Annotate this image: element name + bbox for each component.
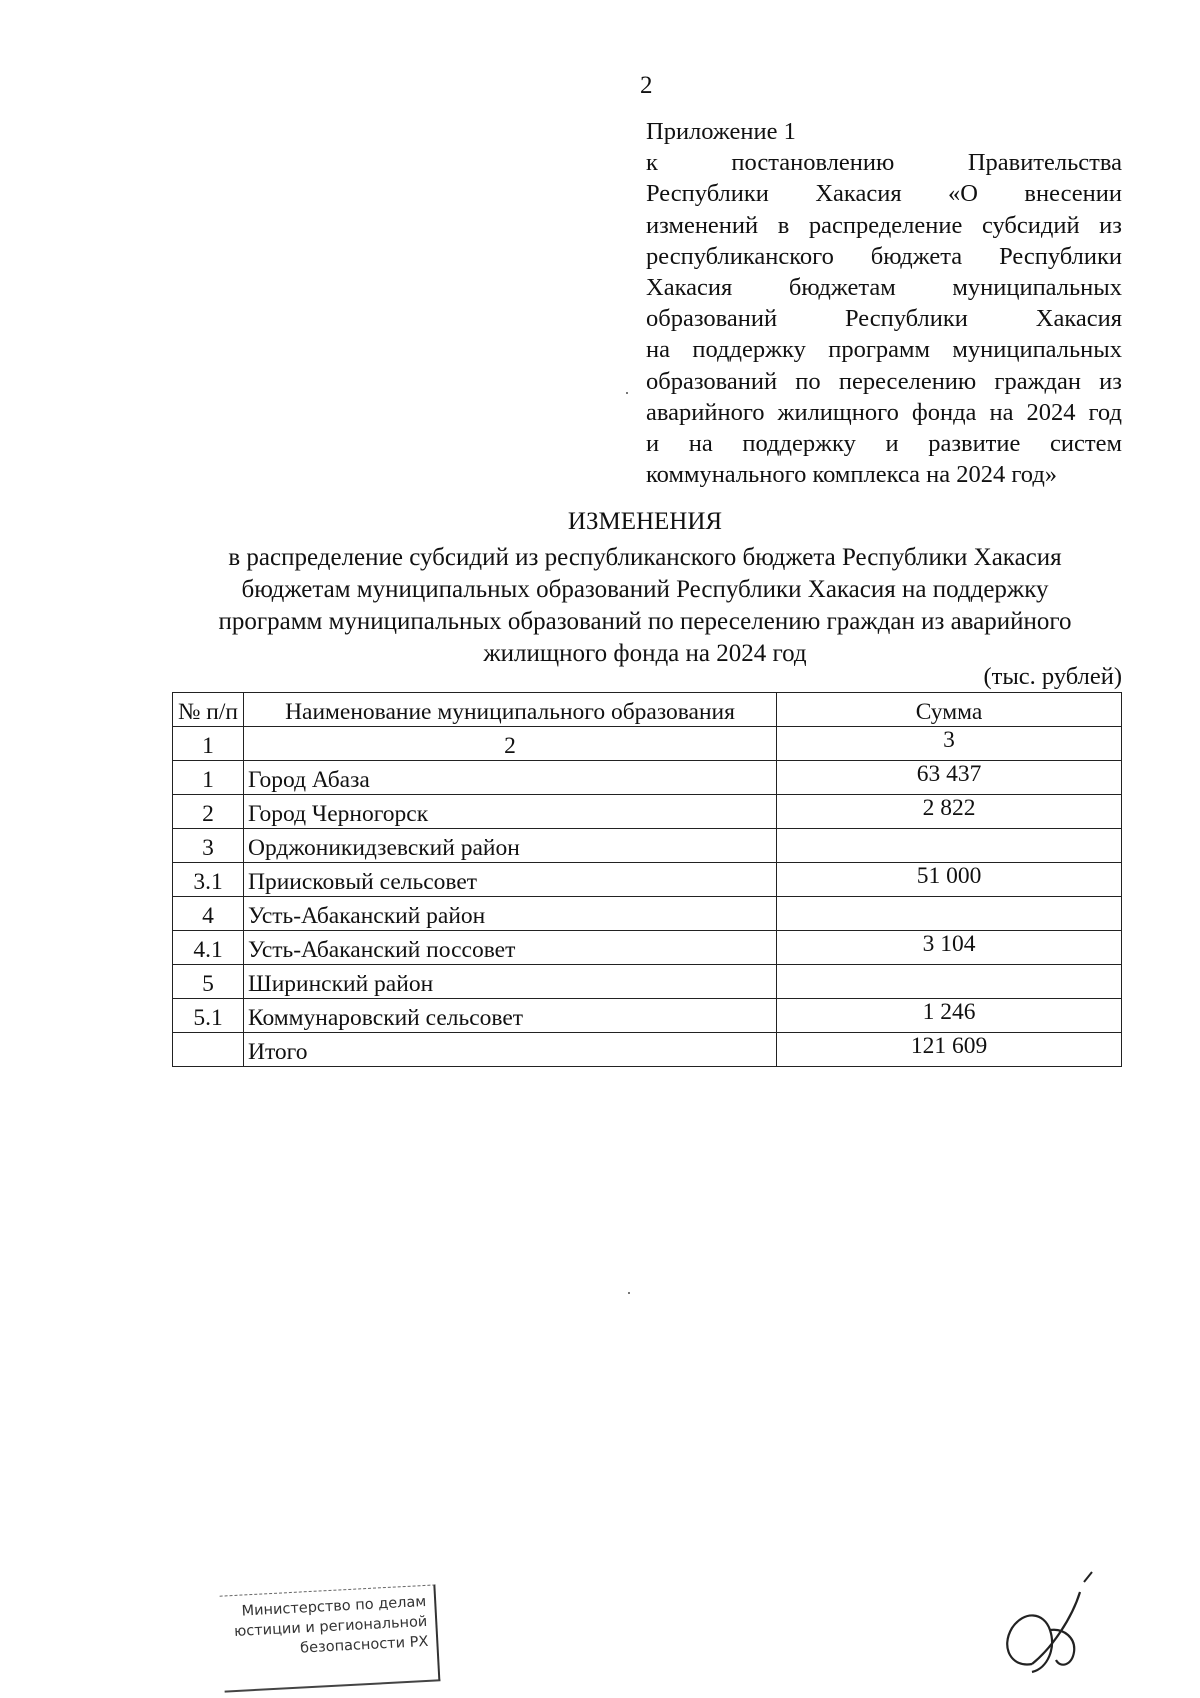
row-number: 4 bbox=[173, 897, 244, 931]
page-number: 2 bbox=[640, 72, 653, 99]
table-row bbox=[173, 863, 1122, 897]
appendix-word: из bbox=[1099, 211, 1122, 239]
appendix-line bbox=[646, 303, 1122, 334]
table-row bbox=[173, 897, 1122, 931]
scan-speck bbox=[628, 1292, 630, 1294]
row-municipality-name: Коммунаровский сельсовет bbox=[244, 999, 777, 1033]
table-row bbox=[173, 829, 1122, 863]
signature-mark bbox=[992, 1568, 1112, 1678]
row-sum bbox=[777, 965, 1122, 999]
header-sum: Сумма bbox=[777, 693, 1122, 727]
appendix-line bbox=[646, 116, 1122, 147]
heading-subtitle-line: программ муниципальных образований по переселению граждан из аварийного bbox=[218, 608, 1072, 635]
appendix-word: из bbox=[1099, 367, 1122, 395]
row-municipality-name: Итого bbox=[244, 1033, 777, 1067]
appendix-word: жилищного bbox=[777, 398, 899, 426]
appendix-word: на bbox=[989, 398, 1014, 426]
table-header-row bbox=[173, 693, 1122, 727]
appendix-word: поддержку bbox=[742, 430, 856, 458]
row-sum: 51 000 bbox=[777, 863, 1122, 897]
appendix-word: Республики bbox=[844, 305, 968, 333]
heading-subtitle bbox=[160, 542, 1130, 670]
row-number bbox=[173, 1033, 244, 1067]
appendix-word: постановлению bbox=[731, 149, 895, 177]
appendix-word: муниципальных bbox=[952, 274, 1122, 302]
heading-subtitle-line: в распределение субсидий из республиканского бюджета Республики Хакасия bbox=[228, 544, 1062, 571]
row-municipality-name: Ширинский район bbox=[244, 965, 777, 999]
row-sum: 121 609 bbox=[777, 1033, 1122, 1067]
row-municipality-name: Город Черногорск bbox=[244, 795, 777, 829]
appendix-line bbox=[646, 428, 1122, 459]
ministry-stamp bbox=[220, 1584, 441, 1692]
row-sum: 2 822 bbox=[777, 795, 1122, 829]
appendix-word: поддержку bbox=[692, 336, 806, 364]
subsidy-table bbox=[172, 692, 1122, 1067]
appendix-line bbox=[646, 459, 1122, 490]
stamp-line: юстиции и региональной bbox=[233, 1613, 428, 1640]
appendix-word: Республики bbox=[646, 180, 769, 208]
table-row bbox=[173, 931, 1122, 965]
column-number-2: 2 bbox=[244, 727, 777, 761]
appendix-word: на bbox=[688, 430, 713, 458]
table-row bbox=[173, 1033, 1122, 1067]
row-number: 3 bbox=[173, 829, 244, 863]
appendix-line bbox=[646, 397, 1122, 428]
appendix-word: переселению bbox=[838, 367, 977, 395]
table-row bbox=[173, 999, 1122, 1033]
appendix-word: внесении bbox=[1024, 180, 1122, 208]
table-column-numbers-row bbox=[173, 727, 1122, 761]
appendix-word: муниципальных bbox=[952, 336, 1122, 364]
appendix-line bbox=[646, 147, 1122, 178]
row-number: 5.1 bbox=[173, 999, 244, 1033]
heading-title: ИЗМЕНЕНИЯ bbox=[567, 508, 723, 535]
row-number: 4.1 bbox=[173, 931, 244, 965]
row-number: 2 bbox=[173, 795, 244, 829]
appendix-line bbox=[646, 366, 1122, 397]
row-number: 1 bbox=[173, 761, 244, 795]
appendix-word: Хакасия bbox=[646, 274, 733, 302]
appendix-word: и bbox=[885, 430, 899, 458]
column-number-1: 1 bbox=[173, 727, 244, 761]
appendix-word: аварийного bbox=[646, 398, 765, 426]
appendix-word: систем bbox=[1050, 430, 1122, 458]
appendix-word: субсидий bbox=[981, 211, 1080, 239]
row-number: 5 bbox=[173, 965, 244, 999]
appendix-word: «О bbox=[948, 180, 978, 208]
appendix-word: Хакасия bbox=[815, 180, 902, 208]
row-sum: 1 246 bbox=[777, 999, 1122, 1033]
appendix-word: распределение bbox=[808, 211, 963, 239]
appendix-word: программ bbox=[828, 336, 930, 364]
table-row bbox=[173, 761, 1122, 795]
table-row bbox=[173, 965, 1122, 999]
appendix-word: республиканского bbox=[646, 242, 834, 270]
row-sum: 3 104 bbox=[777, 931, 1122, 965]
appendix-word: год bbox=[1088, 398, 1122, 426]
row-municipality-name: Приисковый сельсовет bbox=[244, 863, 777, 897]
appendix-word: граждан bbox=[994, 367, 1081, 395]
row-number: 3.1 bbox=[173, 863, 244, 897]
appendix-line bbox=[646, 272, 1122, 303]
appendix-line bbox=[646, 178, 1122, 209]
units-label: (тыс. рублей) bbox=[983, 663, 1122, 690]
appendix-word: в bbox=[777, 211, 790, 239]
appendix-word: на bbox=[646, 336, 670, 364]
appendix-word: фонда bbox=[911, 398, 977, 426]
header-num: № п/п bbox=[173, 693, 244, 727]
row-municipality-name: Усть-Абаканский район bbox=[244, 897, 777, 931]
appendix-line bbox=[646, 210, 1122, 241]
appendix-line bbox=[646, 334, 1122, 365]
appendix-word: образований bbox=[646, 367, 778, 395]
appendix-word: по bbox=[795, 367, 821, 395]
heading-subtitle-line: бюджетам муниципальных образований Республики Хакасия на поддержку bbox=[241, 576, 1049, 603]
heading-subtitle-line: жилищного фонда на 2024 год bbox=[483, 640, 807, 667]
appendix-word: к bbox=[646, 149, 658, 177]
appendix-line bbox=[646, 241, 1122, 272]
appendix-word: образований bbox=[646, 305, 778, 333]
table-row bbox=[173, 795, 1122, 829]
appendix-word: 2024 bbox=[1026, 398, 1076, 426]
row-sum: 63 437 bbox=[777, 761, 1122, 795]
appendix-word: развитие bbox=[928, 430, 1021, 458]
appendix-word: бюджетам bbox=[788, 274, 896, 302]
row-sum bbox=[777, 897, 1122, 931]
appendix-word: коммунального комплекса на 2024 год» bbox=[646, 461, 1058, 489]
appendix-word: Правительства bbox=[967, 149, 1122, 177]
appendix-word: Приложение 1 bbox=[646, 118, 796, 145]
appendix-word: Республики bbox=[999, 242, 1122, 270]
row-municipality-name: Город Абаза bbox=[244, 761, 777, 795]
appendix-word: изменений bbox=[646, 211, 759, 239]
header-name: Наименование муниципального образования bbox=[244, 693, 777, 727]
column-number-3: 3 bbox=[777, 727, 1122, 761]
appendix-word: бюджета bbox=[870, 242, 963, 270]
appendix-word: и bbox=[646, 430, 660, 458]
scan-speck bbox=[626, 392, 628, 394]
row-municipality-name: Усть-Абаканский поссовет bbox=[244, 931, 777, 965]
stamp-line: безопасности РХ bbox=[299, 1633, 429, 1657]
row-sum bbox=[777, 829, 1122, 863]
stamp-line: Министерство по делам bbox=[241, 1593, 427, 1620]
row-municipality-name: Орджоникидзевский район bbox=[244, 829, 777, 863]
appendix-block bbox=[646, 116, 1122, 490]
appendix-word: Хакасия bbox=[1035, 305, 1122, 333]
